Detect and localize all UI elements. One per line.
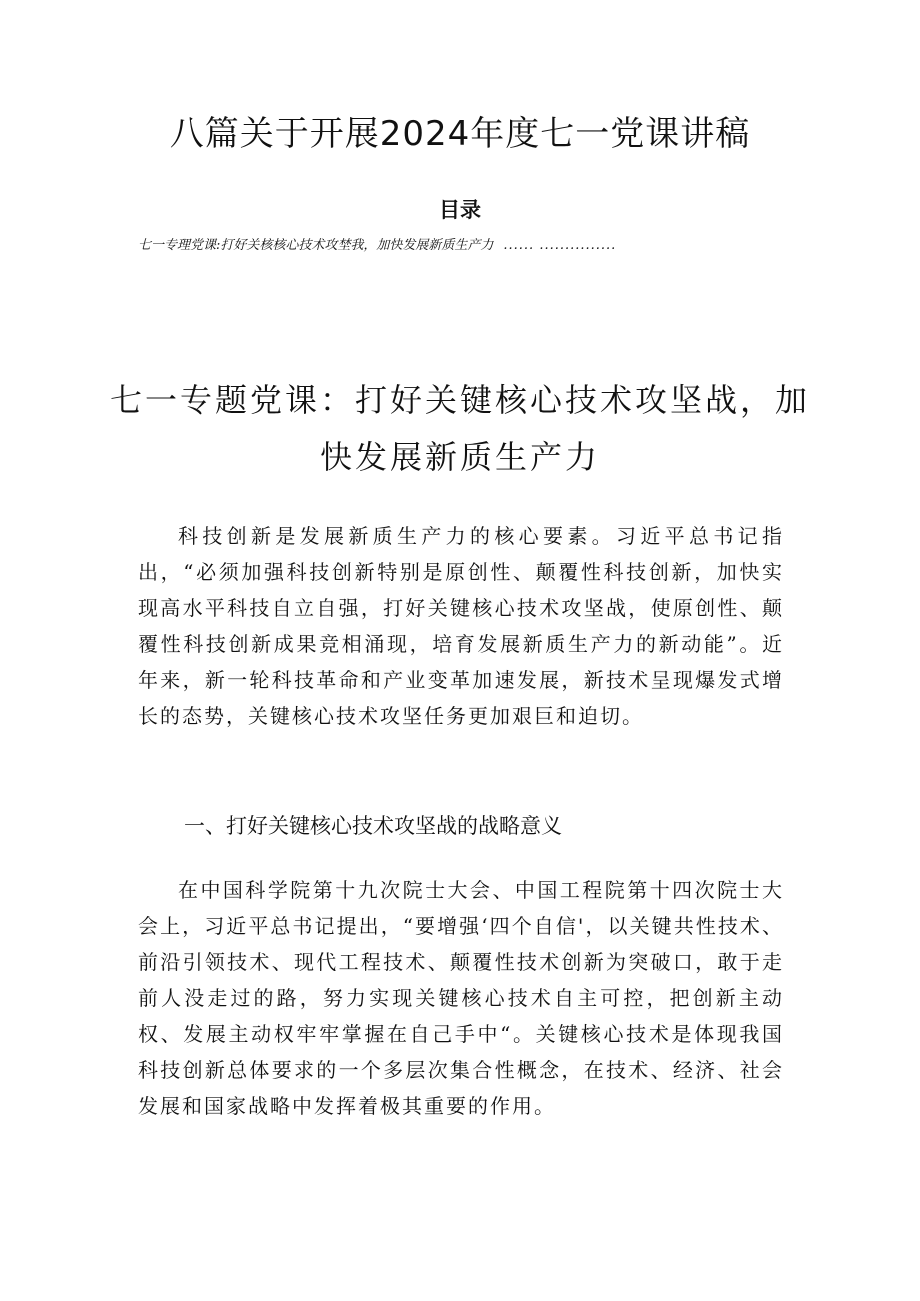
section-title: 七一专题党课：打好关键核心技术攻坚战，加快发展新质生产力 — [110, 381, 811, 476]
intro-paragraph: 科技创新是发展新质生产力的核心要素。习近平总书记指出，“必须加强科技创新特别是原创性、颠覆性科技创新，加快实现高水平科技自立自强，打好关键核心技术攻坚战，使原创性、颠覆性科技创新成果竞相涌现，培育发展新质生产力的新动能”。近年来，新一轮科技革命和产业变革加速发展，新技术呈现爆发式增长的态势，关键核心技术攻坚任务更加艰巨和迫切。 — [138, 524, 784, 728]
toc-entry-label: 七一专理党课:打好关核核心技术攻埜我，加快发展新质生产力 — [138, 238, 494, 253]
toc-heading: 目录 — [439, 198, 481, 222]
toc-entry-leader: ...... ............... — [503, 238, 617, 253]
document-title: 八篇关于开展2024年度七一党课讲稿 — [169, 114, 751, 154]
toc-entry[interactable] — [138, 236, 758, 256]
subsection-heading: 一、打好关键核心技术攻坚战的战略意义 — [184, 814, 562, 838]
subsection-paragraph: 在中国科学院第十九次院士大会、中国工程院第十四次院士大会上，习近平总书记提出，“要增强‘四个自信'，以关键共性技术、前沿引领技术、现代工程技术、颠覆性技术创新为突破口，敢于走前人没走过的路，努力实现关键核心技术自主可控，把创新主动权、发展主动权牢牢掌握在自己手中“。关键核心技术是体现我国科技创新总体要求的一个多层次集合性概念，在技术、经济、社会发展和国家战略中发挥着极其重要的作用。 — [138, 878, 784, 1118]
